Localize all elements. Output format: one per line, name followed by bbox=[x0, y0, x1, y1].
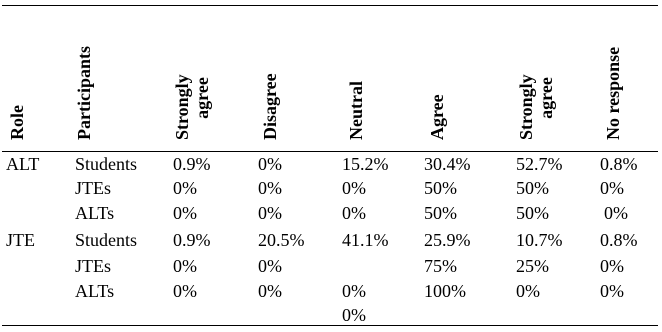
cell-no-response: 0% bbox=[600, 256, 624, 276]
header-strongly-agree-line2: agree bbox=[192, 77, 212, 119]
cell-agree: 50% bbox=[424, 178, 457, 198]
table-header-rule bbox=[2, 151, 658, 152]
header-agree: Agree bbox=[427, 94, 447, 140]
cell-strongly-agree: 0% bbox=[173, 178, 197, 198]
cell-disagree: 0% bbox=[258, 281, 282, 301]
cell-participant: JTEs bbox=[75, 178, 111, 198]
cell-role: JTE bbox=[6, 230, 35, 250]
cell-strongly-agree: 0.9% bbox=[173, 230, 211, 250]
header-participants: Participants bbox=[74, 46, 94, 140]
cell-no-response: 0% bbox=[600, 281, 624, 301]
cell-participant: Students bbox=[75, 154, 138, 174]
header-strongly-agree-2-line2: agree bbox=[536, 77, 556, 119]
cell-participant: ALTs bbox=[75, 281, 115, 301]
cell-strongly-agree-2: 25% bbox=[516, 256, 549, 276]
cell-neutral: 41.1% bbox=[342, 230, 389, 250]
cell-strongly-agree-2: 10.7% bbox=[516, 230, 563, 250]
cell-disagree: 20.5% bbox=[258, 230, 305, 250]
cell-neutral: 0% bbox=[342, 281, 366, 301]
table-top-rule bbox=[2, 5, 658, 6]
cell-agree: 75% bbox=[424, 256, 457, 276]
header-disagree: Disagree bbox=[260, 73, 280, 140]
header-role: Role bbox=[7, 105, 27, 140]
cell-agree: 50% bbox=[424, 203, 457, 223]
cell-strongly-agree: 0% bbox=[173, 281, 197, 301]
header-strongly-agree-2-line1: Strongly bbox=[516, 74, 536, 140]
table-bottom-rule bbox=[2, 325, 658, 326]
cell-no-response: 0% bbox=[604, 203, 628, 223]
cell-participant: JTEs bbox=[75, 256, 111, 276]
cell-disagree: 0% bbox=[258, 256, 282, 276]
cell-strongly-agree-2: 50% bbox=[516, 203, 549, 223]
cell-participant: Students bbox=[75, 230, 138, 250]
cell-no-response: 0.8% bbox=[600, 230, 638, 250]
cell-participant: ALTs bbox=[75, 203, 115, 223]
cell-strongly-agree-2: 50% bbox=[516, 178, 549, 198]
header-no-response: No response bbox=[603, 46, 623, 140]
cell-strongly-agree-2: 0% bbox=[516, 281, 540, 301]
cell-neutral: 0% bbox=[342, 305, 366, 325]
cell-neutral: 15.2% bbox=[342, 154, 389, 174]
cell-agree: 30.4% bbox=[424, 154, 471, 174]
cell-disagree: 0% bbox=[258, 203, 282, 223]
header-strongly-agree bbox=[172, 56, 212, 140]
cell-agree: 25.9% bbox=[424, 230, 471, 250]
cell-disagree: 0% bbox=[258, 178, 282, 198]
cell-neutral: 0% bbox=[342, 178, 366, 198]
cell-agree: 100% bbox=[424, 281, 466, 301]
cell-neutral: 0% bbox=[342, 203, 366, 223]
cell-role: ALT bbox=[6, 154, 40, 174]
cell-strongly-agree: 0% bbox=[173, 256, 197, 276]
cell-strongly-agree: 0.9% bbox=[173, 154, 211, 174]
cell-no-response: 0% bbox=[600, 178, 624, 198]
cell-disagree: 0% bbox=[258, 154, 282, 174]
header-strongly-agree-line1: Strongly bbox=[172, 74, 192, 140]
cell-no-response: 0.8% bbox=[600, 154, 638, 174]
cell-strongly-agree-2: 52.7% bbox=[516, 154, 563, 174]
header-neutral: Neutral bbox=[346, 81, 366, 140]
cell-strongly-agree: 0% bbox=[173, 203, 197, 223]
header-strongly-agree-2 bbox=[516, 56, 556, 140]
